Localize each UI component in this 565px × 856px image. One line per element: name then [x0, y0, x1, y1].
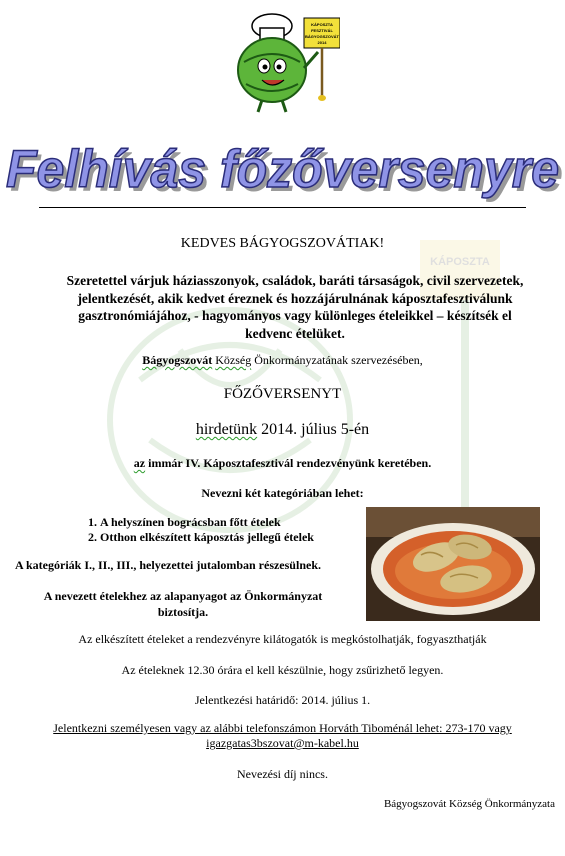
contact-line-1: Jelentkezni személyesen vagy az alábbi telefonszámon Horváth Tiboménál lehet: 273-170 vagy — [53, 721, 512, 735]
category-item: 1. A helyszínen bográcsban főtt ételek — [100, 515, 314, 530]
intro-line-2: jelentkezését, akik kedvet éreznek és hozzájárulnának káposztafesztiválunk — [77, 290, 513, 306]
contact-block — [0, 721, 565, 751]
logo-sign-line-2: FESZTIVÁL — [311, 28, 333, 33]
fee-text: Nevezési díj nincs. — [237, 767, 328, 781]
intro-paragraph — [30, 272, 560, 342]
logo-sign-line-3: BÁGYOGSZOVÁT — [304, 34, 340, 39]
deadline-time-text: Az ételeknek 12.30 órára el kell készülnie, hogy zsűrizhető legyen. — [121, 663, 444, 677]
event-rest: immár IV. Káposztafesztivál rendezvényünk keretében. — [145, 456, 432, 470]
categories-heading: Nevezni két kategóriában lehet: — [201, 486, 364, 500]
logo-sign-line-1: KÁPOSZTA — [311, 22, 333, 27]
announce-date: 2014. július 5-én — [257, 421, 370, 438]
cabbage-mascot-logo — [226, 6, 340, 116]
page-title: Felhívás főzőversenyre — [5, 139, 560, 199]
prizes-text: A kategóriák I., II., III., helyezettei jutalomban részesülnek. — [15, 558, 321, 572]
organizer-suffix: Önkormányzatának szervezésében, — [251, 353, 423, 367]
ingredients-line-1: A nevezett ételekhez az alapanyagot az Önkormányzat — [43, 589, 323, 603]
registration-deadline: Jelentkezési határidő: 2014. július 1. — [194, 693, 371, 707]
categories-list — [80, 515, 314, 545]
tasting-text: Az elkészített ételeket a rendezvényre kilátogatók is megkóstolhatják, fogyaszthatják — [78, 632, 487, 646]
contest-word: FŐZŐVERSENYT — [223, 386, 342, 402]
signature: Bágyogszovát Község Önkormányzata — [383, 798, 555, 810]
category-item: 2. Otthon elkészített káposztás jellegű ételek — [100, 530, 314, 545]
intro-line-3: gasztronómiájához, - hagyományos vagy különleges ételeikkel – készítsék el — [78, 308, 512, 323]
contact-email-link[interactable]: igazgatas3bszovat@m-kabel.hu — [206, 736, 359, 750]
intro-line-4: kedvenc ételüket. — [245, 325, 345, 341]
event-line — [0, 455, 565, 472]
logo-sign-line-4: 2014 — [317, 40, 327, 45]
announce-word: hirdetünk — [195, 421, 258, 438]
watermark-sign-text: KÁPOSZTA — [430, 256, 490, 268]
intro-line-1: Szeretettel várjuk háziasszonyok, családok, baráti társaságok, civil szervezetek, — [66, 273, 524, 288]
stuffed-cabbage-photo — [366, 507, 540, 621]
ingredients-text — [0, 588, 366, 620]
announcement-line — [0, 420, 565, 440]
organizer-middle: Község — [215, 353, 252, 367]
ingredients-line-2: biztosítja. — [157, 605, 209, 619]
greeting: KEDVES BÁGYOGSZOVÁTIAK! — [180, 236, 385, 251]
organizer-line — [0, 352, 565, 369]
event-prefix: az — [133, 456, 146, 470]
title-divider — [39, 207, 526, 208]
organizer-prefix: Bágyogszovát — [142, 353, 213, 367]
